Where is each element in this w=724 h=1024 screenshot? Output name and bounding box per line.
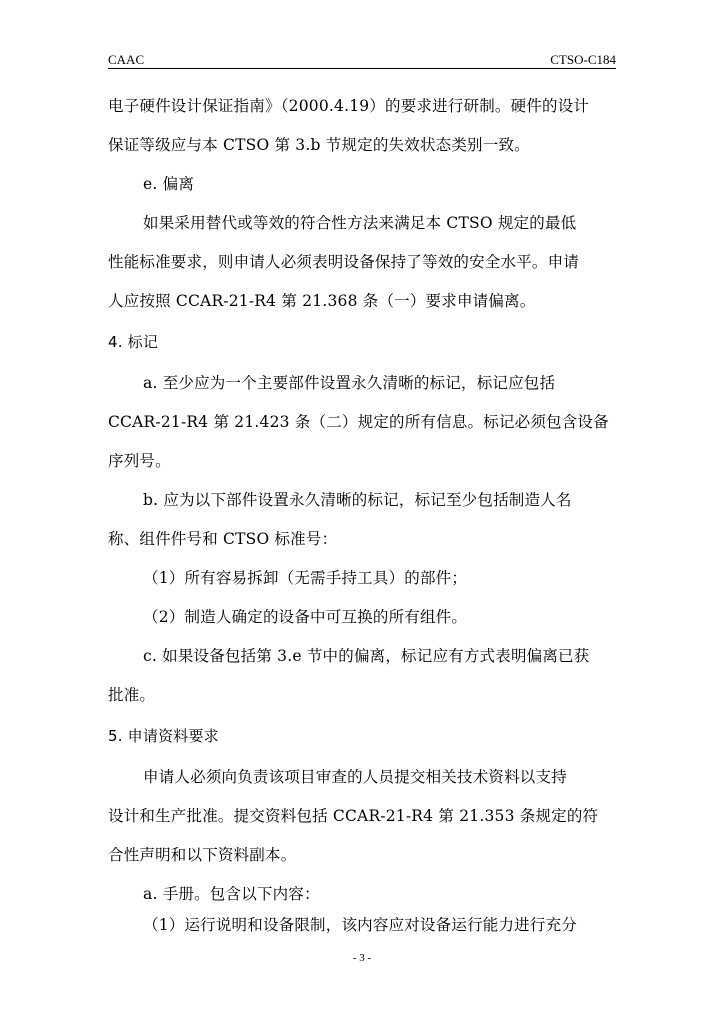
text-line: 电子硬件设计保证指南》（2000.4.19）的要求进行研制。硬件的设计: [108, 97, 590, 115]
text-line: CCAR-21-R4 第 21.423 条（二）规定的所有信息。标记必须包含设备: [108, 413, 609, 431]
text-line: 申请人必须向负责该项目审查的人员提交相关技术资料以支持: [143, 768, 567, 786]
text-line: 保证等级应与本 CTSO 第 3.b 节规定的失效状态类别一致。: [108, 136, 530, 154]
text-line: 称、组件件号和 CTSO 标准号：: [108, 530, 338, 548]
text-line: 设计和生产批准。提交资料包括 CCAR-21-R4 第 21.353 条规定的符: [108, 807, 599, 825]
list-item: （1）所有容易拆卸（无需手持工具）的部件；: [143, 569, 468, 587]
text-line: a. 至少应为一个主要部件设置永久清晰的标记，标记应包括: [143, 374, 556, 392]
header-left-label: CAAC: [108, 52, 145, 67]
header-right-label: CTSO-C184: [550, 52, 616, 67]
subsection-heading: e. 偏离: [143, 175, 195, 193]
list-item: （1）运行说明和设备限制，该内容应对设备运行能力进行充分: [143, 916, 577, 934]
page-header: [108, 50, 616, 69]
text-line: 人应按照 CCAR-21-R4 第 21.368 条（一）要求申请偏离。: [108, 292, 536, 310]
list-item: （2）制造人确定的设备中可互换的所有组件。: [143, 608, 468, 626]
section-heading: 5. 申请资料要求: [108, 727, 219, 745]
subsection-heading: a. 手册。包含以下内容：: [143, 885, 320, 903]
text-line: 性能标准要求，则申请人必须表明设备保持了等效的安全水平。申请: [108, 253, 580, 271]
page-number: - 3 -: [352, 952, 372, 964]
text-line: c. 如果设备包括第 3.e 节中的偏离，标记应有方式表明偏离已获: [143, 647, 590, 665]
text-line: 批准。: [108, 686, 156, 704]
text-line: 如果采用替代或等效的符合性方法来满足本 CTSO 规定的最低: [143, 214, 577, 232]
text-line: 合性声明和以下资料副本。: [108, 846, 297, 864]
section-heading: 4. 标记: [108, 333, 159, 351]
text-line: b. 应为以下部件设置永久清晰的标记，标记至少包括制造人名: [143, 491, 572, 509]
text-line: 序列号。: [108, 452, 171, 470]
